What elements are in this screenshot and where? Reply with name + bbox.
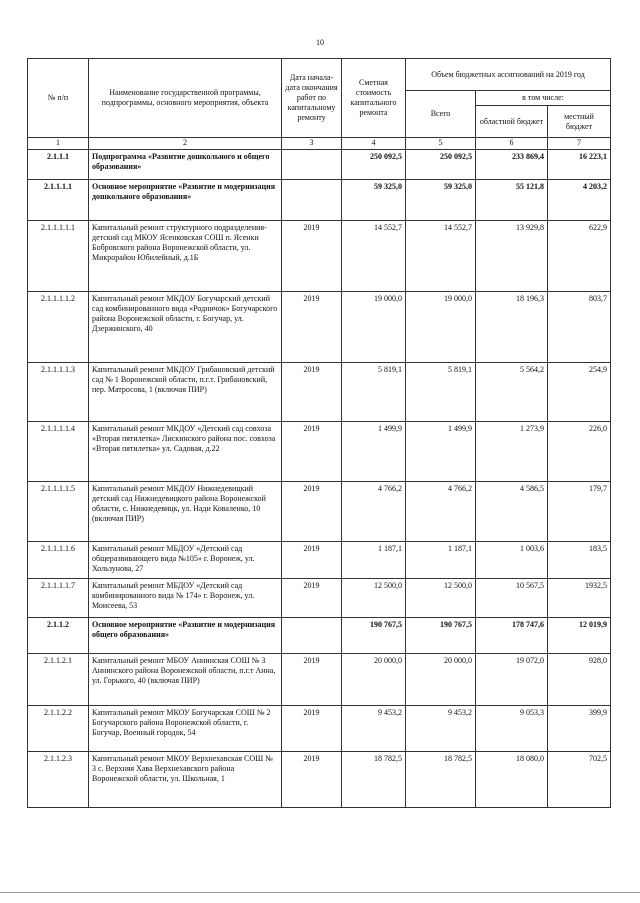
row-num: 2.1.1.2.3 — [28, 751, 89, 807]
column-index: 7 — [548, 138, 611, 150]
row-cost: 19 000,0 — [342, 291, 406, 362]
row-name: Капитальный ремонт МКДОУ Богучарский детский сад комбинированного вида «Родничок» Богучарского района Воронежской области, г. Богучар, ул. Дзержинского, 40 — [89, 291, 282, 362]
row-num: 2.1.1.1.1.3 — [28, 362, 89, 421]
row-local: 254,9 — [548, 362, 611, 421]
row-cost: 59 325,0 — [342, 179, 406, 220]
row-num: 2.1.1.1.1.1 — [28, 220, 89, 291]
row-cost: 18 782,5 — [342, 751, 406, 807]
row-total: 59 325,0 — [406, 179, 476, 220]
row-cost: 12 500,0 — [342, 578, 406, 617]
row-name: Капитальный ремонт МБДОУ «Детский сад общеразвивающего вида №105» г. Воронеж, ул. Хользунова, 27 — [89, 541, 282, 578]
table-row — [28, 220, 611, 291]
row-regional: 233 869,4 — [476, 149, 548, 179]
row-name: Капитальный ремонт МБОУ Аннинская СОШ № 3 Аннинского района Воронежской области, п.г.т Анна, ул. Горького, 40 (включая ПИР) — [89, 653, 282, 705]
row-cost: 9 453,2 — [342, 705, 406, 751]
row-cost: 1 499,9 — [342, 421, 406, 481]
row-regional: 1 003,6 — [476, 541, 548, 578]
row-regional: 9 053,3 — [476, 705, 548, 751]
row-total: 1 499,9 — [406, 421, 476, 481]
row-name: Капитальный ремонт МКДОУ Грибановский детский сад № 1 Воронежской области, п.г.т. Грибановский, пер. Матросова, 1 (включая ПИР) — [89, 362, 282, 421]
table-row — [28, 362, 611, 421]
row-num: 2.1.1.1.1.4 — [28, 421, 89, 481]
row-date: 2019 — [282, 291, 342, 362]
column-index: 1 — [28, 138, 89, 150]
row-local: 12 019,9 — [548, 617, 611, 653]
header-date: Дата начала-дата окончания работ по капитальному ремонту — [282, 59, 342, 138]
row-local: 399,9 — [548, 705, 611, 751]
row-date: 2019 — [282, 705, 342, 751]
row-date: 2019 — [282, 362, 342, 421]
row-num: 2.1.1.1.1.5 — [28, 481, 89, 541]
row-total: 18 782,5 — [406, 751, 476, 807]
row-date: 2019 — [282, 421, 342, 481]
row-total: 19 000,0 — [406, 291, 476, 362]
row-local: 4 203,2 — [548, 179, 611, 220]
row-num: 2.1.1.1.1.6 — [28, 541, 89, 578]
row-date: 2019 — [282, 653, 342, 705]
row-local: 16 223,1 — [548, 149, 611, 179]
row-name: Капитальный ремонт МКДОУ «Детский сад совхоза «Вторая пятилетка» Лискинского района пос. совхоза «Вторая пятилетка» ул. Садовая, д.22 — [89, 421, 282, 481]
row-regional: 19 072,0 — [476, 653, 548, 705]
row-regional: 4 586,5 — [476, 481, 548, 541]
table-row — [28, 149, 611, 179]
table-row — [28, 179, 611, 220]
row-local: 1932,5 — [548, 578, 611, 617]
row-name: Капитальный ремонт МКОУ Богучарская СОШ № 2 Богучарского района Воронежской области, г. Богучар, Военный городок, 54 — [89, 705, 282, 751]
table-row — [28, 421, 611, 481]
row-total: 9 453,2 — [406, 705, 476, 751]
table-row — [28, 751, 611, 807]
row-local: 803,7 — [548, 291, 611, 362]
column-index: 6 — [476, 138, 548, 150]
header-num: № п/п — [28, 59, 89, 138]
row-date: 2019 — [282, 220, 342, 291]
header-name: Наименование государственной программы, подпрограммы, основного мероприятия, объекта — [89, 59, 282, 138]
row-num: 2.1.1.2.1 — [28, 653, 89, 705]
page-number: 10 — [316, 38, 324, 47]
header-local: местный бюджет — [548, 106, 611, 138]
row-cost: 250 092,5 — [342, 149, 406, 179]
row-total: 190 767,5 — [406, 617, 476, 653]
row-total: 20 000,0 — [406, 653, 476, 705]
row-date: 2019 — [282, 541, 342, 578]
row-date: 2019 — [282, 481, 342, 541]
row-local: 928,0 — [548, 653, 611, 705]
row-total: 14 552,7 — [406, 220, 476, 291]
header-including: в том числе: — [476, 91, 611, 106]
row-regional: 13 929,8 — [476, 220, 548, 291]
table-row — [28, 705, 611, 751]
table-row — [28, 291, 611, 362]
column-index: 2 — [89, 138, 282, 150]
row-name: Основное мероприятие «Развитие и модернизация дошкольного образования» — [89, 179, 282, 220]
header-cost: Сметная стоимость капитального ремонта — [342, 59, 406, 138]
row-num: 2.1.1.1.1.7 — [28, 578, 89, 617]
row-total: 250 092,5 — [406, 149, 476, 179]
header-total: Всего — [406, 91, 476, 138]
row-name: Капитальный ремонт МКОУ Верхнехавская СОШ № 3 с. Верхняя Хава Верхнехавского района Воронежской области, ул. Школьная, 1 — [89, 751, 282, 807]
row-total: 4 766,2 — [406, 481, 476, 541]
row-num: 2.1.1.1 — [28, 149, 89, 179]
row-date — [282, 179, 342, 220]
table-row — [28, 617, 611, 653]
row-total: 12 500,0 — [406, 578, 476, 617]
row-num: 2.1.1.2.2 — [28, 705, 89, 751]
table-row — [28, 481, 611, 541]
column-index: 3 — [282, 138, 342, 150]
row-cost: 1 187,1 — [342, 541, 406, 578]
row-total: 5 819,1 — [406, 362, 476, 421]
table-row — [28, 578, 611, 617]
row-local: 702,5 — [548, 751, 611, 807]
row-num: 2.1.1.2 — [28, 617, 89, 653]
row-regional: 10 567,5 — [476, 578, 548, 617]
header-regional: областной бюджет — [476, 106, 548, 138]
budget-table — [27, 58, 611, 808]
row-cost: 5 819,1 — [342, 362, 406, 421]
row-name: Капитальный ремонт структурного подразделения-детский сад МКОУ Ясенковская СОШ п. Ясенки Бобровского района Воронежской области, ул. Микрорайон Юбилейный, д.1Б — [89, 220, 282, 291]
row-name: Капитальный ремонт МБДОУ «Детский сад комбинированного вида № 174» г. Воронеж, ул. Моисеева, 53 — [89, 578, 282, 617]
row-regional: 55 121,8 — [476, 179, 548, 220]
row-total: 1 187,1 — [406, 541, 476, 578]
row-num: 2.1.1.1.1 — [28, 179, 89, 220]
row-name: Капитальный ремонт МКДОУ Нижнедевицкий детский сад Нижнедевицкого района Воронежской области, с. Нижнедевицк, ул. Нади Коваленко, 10 (включая ПИР) — [89, 481, 282, 541]
page-bottom-divider — [0, 892, 640, 893]
row-local: 183,5 — [548, 541, 611, 578]
column-index-row — [28, 138, 611, 150]
row-name: Подпрограмма «Развитие дошкольного и общего образования» — [89, 149, 282, 179]
header-volume: Объем бюджетных ассигнований на 2019 год — [406, 59, 611, 91]
table-row — [28, 541, 611, 578]
row-cost: 4 766,2 — [342, 481, 406, 541]
row-name: Основное мероприятие «Развитие и модернизация общего образования» — [89, 617, 282, 653]
row-local: 622,9 — [548, 220, 611, 291]
row-regional: 18 196,3 — [476, 291, 548, 362]
row-local: 179,7 — [548, 481, 611, 541]
row-regional: 178 747,6 — [476, 617, 548, 653]
row-date: 2019 — [282, 751, 342, 807]
row-date — [282, 617, 342, 653]
row-cost: 20 000,0 — [342, 653, 406, 705]
row-regional: 1 273,9 — [476, 421, 548, 481]
table-row — [28, 653, 611, 705]
row-regional: 18 080,0 — [476, 751, 548, 807]
row-local: 226,0 — [548, 421, 611, 481]
row-date: 2019 — [282, 578, 342, 617]
row-regional: 5 564,2 — [476, 362, 548, 421]
row-cost: 190 767,5 — [342, 617, 406, 653]
column-index: 4 — [342, 138, 406, 150]
row-date — [282, 149, 342, 179]
column-index: 5 — [406, 138, 476, 150]
row-num: 2.1.1.1.1.2 — [28, 291, 89, 362]
row-cost: 14 552,7 — [342, 220, 406, 291]
